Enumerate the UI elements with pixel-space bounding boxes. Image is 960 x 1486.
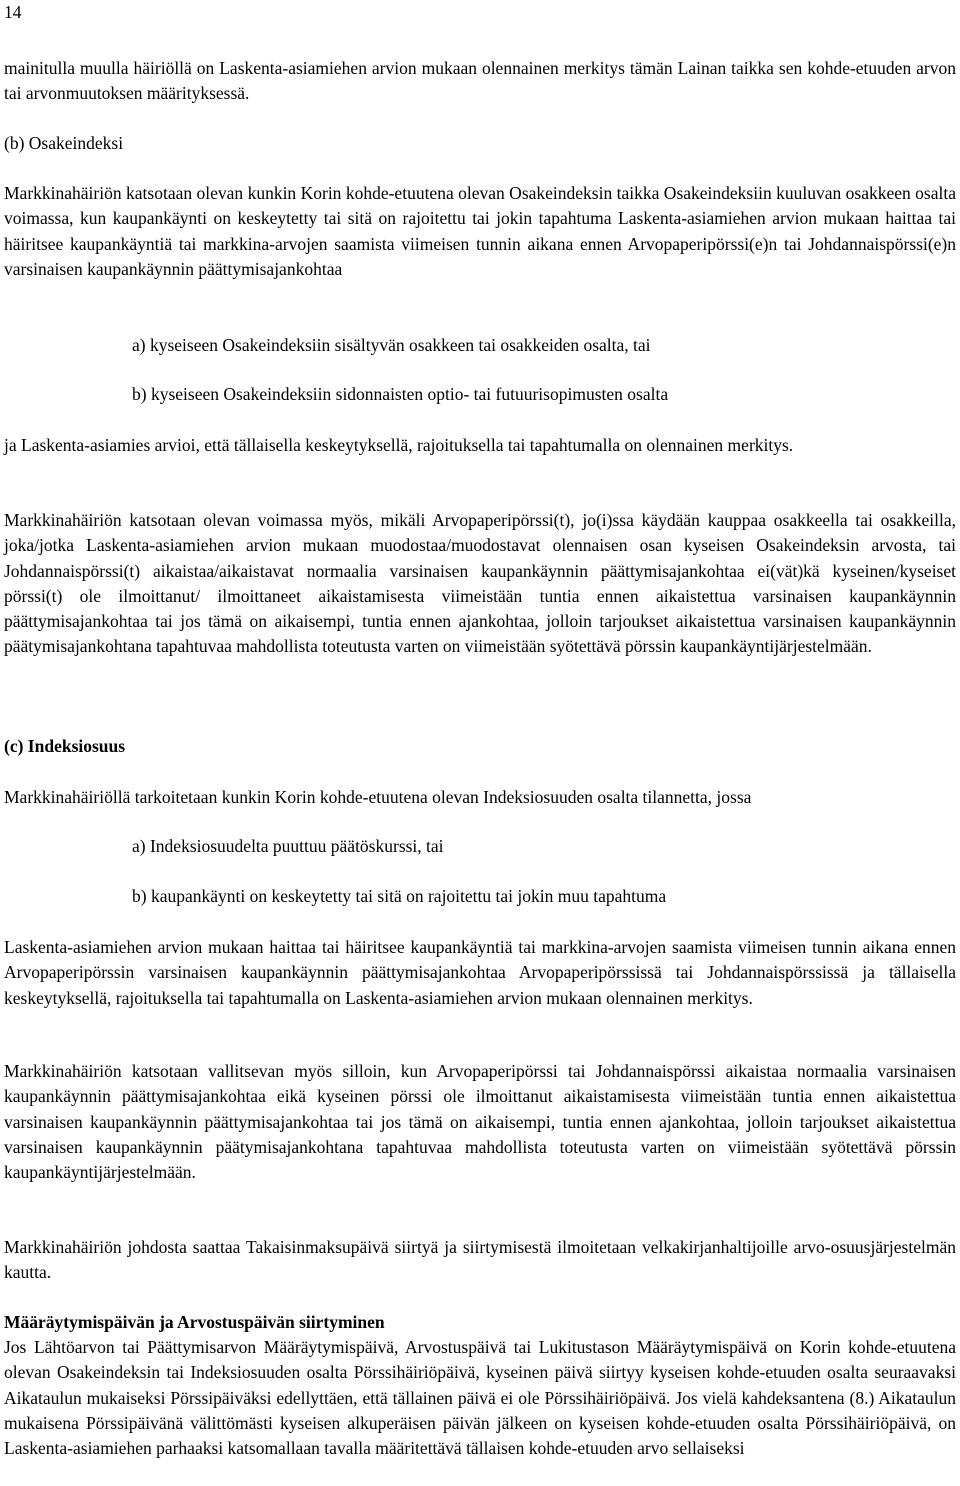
paragraph-osakeindeksi-definition: Markkinahäiriön katsotaan olevan kunkin Korin kohde-etuutena olevan Osakeindeksin taikka Osakeindeksiin kuuluvan osakkeen osalta voimassa, kun kaupankäynti on keskeytetty tai sitä on rajoitettu tai jokin tapahtuma Laskenta-asiamiehen arvion mukaan haittaa tai häiritsee kaupankäyntiä tai markkina-arvojen saamista viimeisen tunnin aikana ennen Arvopaperipörssi(e)n tai Johdannaispörssi(e)n varsinaisen kaupankäynnin päättymisajankohtaa — [4, 183, 956, 279]
paragraph-indeksiosuus-continuation: Laskenta-asiamiehen arvion mukaan haittaa tai häiritsee kaupankäyntiä tai markkina-arvojen saamista viimeisen tunnin aikana ennen Arvopaperipörssin varsinaisen kaupankäynnin päättymisajankohtaa Arvopaperipörssissä tai Johdannaispörssissä ja tällaisella keskeytyksellä, rajoituksella tai tapahtumalla on Laskenta-asiamiehen arvion mukaan olennainen merkitys. — [4, 937, 956, 1008]
list-item-a: a) kyseiseen Osakeindeksiin sisältyvän osakkeen tai osakkeiden osalta, tai — [132, 335, 651, 355]
paragraph-indeksiosuus-definition: Markkinahäiriöllä tarkoitetaan kunkin Korin kohde-etuutena olevan Indeksiosuuden osalta tilannetta, jossa — [4, 787, 752, 807]
page-number: 14 — [4, 2, 22, 22]
paragraph-repayment-date: Markkinahäiriön johdosta saattaa Takaisinmaksupäivä siirtyä ja siirtymisestä ilmoitetaan velkakirjanhaltijoille arvo-osuusjärjestelmän kautta. — [4, 1237, 956, 1283]
list-item-b: b) kyseiseen Osakeindeksiin sidonnaisten optio- tai futuurisopimusten osalta — [132, 384, 669, 404]
section-heading-indeksiosuus: (c) Indeksiosuus — [4, 736, 126, 756]
list-item-c-b: b) kaupankäynti on keskeytetty tai sitä on rajoitettu tai jokin muu tapahtuma — [132, 886, 667, 906]
section-heading-osakeindeksi: (b) Osakeindeksi — [4, 133, 124, 153]
paragraph-assessment: ja Laskenta-asiamies arvioi, että tällaisella keskeytyksellä, rajoituksella tai tapahtumalla on olennainen merkitys. — [4, 435, 794, 455]
list-item-c-a: a) Indeksiosuudelta puuttuu päätöskurssi, tai — [132, 836, 444, 856]
paragraph-early-closure: Markkinahäiriön katsotaan olevan voimassa myös, mikäli Arvopaperipörssi(t), jo(i)ssa käydään kauppaa osakkeella tai osakkeilla, joka/jotka Laskenta-asiamiehen arvion mukaan muodostaa/muodostavat olennaisen osan kyseisen Osakeindeksin arvosta, tai Johdannaispörssi(t) aikaistaa/aikaistavat normaalia varsinaisen kaupankäynnin päättymisajankohtaa ei(vät)kä kyseinen/kyseiset pörssi(t) ole ilmoittanut/ ilmoittaneet aikaistamisesta viimeistään tuntia ennen aikaistettua varsinaisen kaupankäynnin päättymisajankohtaa tai jos tämä on aikaisempi, tuntia ennen ajankohtaa, jolloin tarjoukset aikaistettua varsinaisen kaupankäynnin päätymisajankohtana tapahtuvaa mahdollista toteutusta varten on viimeistään syötettävä pörssin kaupankäyntijärjestelmään. — [4, 510, 956, 657]
paragraph-intro: mainitulla muulla häiriöllä on Laskenta-asiamiehen arvion mukaan olennainen merkitys tämän Lainan taikka sen kohde-etuuden arvon tai arvonmuutoksen määrityksessä. — [4, 58, 956, 104]
section-heading-date-shift: Määräytymispäivän ja Arvostuspäivän siirtyminen — [4, 1312, 385, 1332]
paragraph-date-shift: Jos Lähtöarvon tai Päättymisarvon Määräytymispäivä, Arvostuspäivä tai Lukitustason Määräytymispäivä on Korin kohde-etuutena olevan Osakeindeksin tai Indeksiosuuden osalta Pörssihäiriöpäivä, kyseinen päivä siirtyy kyseisen kohde-etuuden osalta seuraavaksi Aikataulun mukaiseksi Pörssipäiväksi edellyttäen, että tällainen päivä ei ole Pörssihäiriöpäivä. Jos vielä kahdeksantena (8.) Aikataulun mukaisena Pörssipäivänä välittömästi kyseisen alkuperäisen päivän jälkeen on kyseisen kohde-etuuden osalta Pörssihäiriöpäivä, on Laskenta-asiamiehen parhaaksi katsomallaan tavalla määritettävä tällaisen kohde-etuuden arvo sellaiseksi — [4, 1337, 956, 1459]
paragraph-early-closure-2: Markkinahäiriön katsotaan vallitsevan myös silloin, kun Arvopaperipörssi tai Johdannaispörssi aikaistaa normaalia varsinaisen kaupankäynnin päättymisajankohtaa eikä kyseinen pörssi ole ilmoittanut aikaistamisesta viimeistään tuntia ennen aikaistettua varsinaisen kaupankäynnin päättymisajankohtaa tai jos tämä on aikaisempi, tuntia ennen ajankohtaa, jolloin tarjoukset aikaistettua varsinaisen kaupankäynnin päätymisajankohtana tapahtuvaa mahdollista toteutusta varten on viimeistään syötettävä pörssin kaupankäyntijärjestelmään. — [4, 1061, 956, 1183]
